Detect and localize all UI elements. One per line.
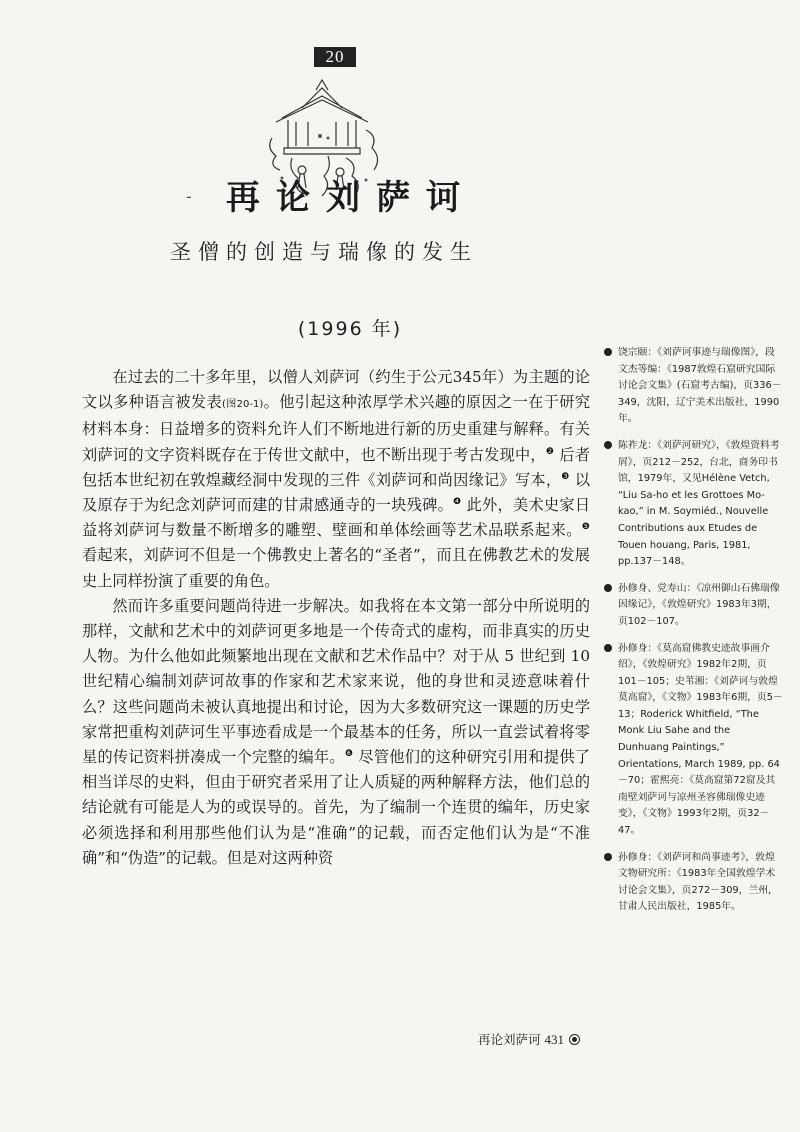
figure-reference[interactable]: (图20-1) <box>222 399 264 411</box>
page-number: 431 <box>544 1032 565 1047</box>
note-text: 陈祚龙：《刘萨河研究》，《敦煌资料考屑》，页212－252，台北，商务印书馆，1979年，又见Hélène Vetch, “Liu Sa-ho et les Grottoes Mo-kao,” in M. Soymiéd., Nouvelle Contributions aux Etudes de Touen houang, Paris, 1981, pp.137－148。 <box>618 439 780 568</box>
chapter-number-badge: 20 <box>314 47 356 67</box>
bullet-icon <box>604 441 612 449</box>
text-run: 尽管他们的这种研究引用和提供了相当详尽的史料，但由于研究者采用了让人质疑的两种解释方法，他们总的结论就有可能是人为的或误导的。首先，为了编制一个连贯的编年，历史家必须选择和利用那些他们认为是“准确”的记载，而否定他们认为是“不准确”和“伪造”的记载。但是对这两种资 <box>82 748 591 867</box>
footnote-marker[interactable]: ❺ <box>581 522 590 533</box>
bullet-icon <box>604 853 612 861</box>
text-run: 。他引起这种浓厚学术兴趣的原因之一在于研究材料本身：日益增多的资料允许人们不断地进行新的历史重建与解释。有关刘萨诃的文字资料既存在于传世文献中，也不断出现于考古发现中， <box>82 393 591 464</box>
text-run: 然而许多重要问题尚待进一步解决。如我将在本文第一部分中所说明的那样，文献和艺术中的刘萨诃更多地是一个传奇式的虚构，而非真实的历史人物。为什么他如此频繁地出现在文献和艺术作品中？对于从 5 世纪到 10 世纪精心编制刘萨诃故事的作家和艺术家来说，他的身世和灵迹意味着什么？这些问题尚未被认真地提出和讨论，因为大多数研究这一课题的历史学家常把重构刘萨诃生平事迹看成是一个最基本的任务，所以一直尝试着将零星的传记资料拼凑成一个完整的编年。 <box>82 596 590 767</box>
publication-year: (1996 年) <box>297 318 403 340</box>
article-title: 再论刘萨诃 <box>226 178 476 218</box>
side-notes <box>604 345 784 926</box>
text-run: 以及原存于为纪念刘萨诃而建的甘肃感通寺的一块残碑。 <box>82 470 591 515</box>
target-dot-icon <box>569 1034 580 1045</box>
paragraph-1 <box>82 365 590 594</box>
note-text: 孙修身：《刘萨诃和尚事迹考》，敦煌文物研究所：《1983年全国敦煌学术讨论会文集》，页272－309，兰州，甘肃人民出版社，1985年。 <box>618 851 778 913</box>
side-note <box>604 641 784 840</box>
note-text: 孙修身：《莫高窟佛教史迹故事画介绍》，《敦煌研究》1982年2期，页101－105；史苇湘：《刘萨诃与敦煌莫高窟》，《文物》1983年6期，页5－13；Roderick Whitfield, “The Monk Liu Sahe and the Dunhuang Paintings,” Orientations, March 1989, pp. 64－70；霍熙亮：《莫高窟第72窟及其南壁刘萨诃与凉州圣容佛瑞像史迹变》，《文物》1993年2期，页32－47。 <box>618 642 783 837</box>
side-note <box>604 438 784 571</box>
note-text: 孙修身、党寿山：《凉州御山石佛瑞像因缘记》，《敦煌研究》1983年3期，页102－107。 <box>618 582 780 627</box>
bullet-icon <box>604 584 612 592</box>
side-note <box>604 345 784 428</box>
bullet-icon <box>604 644 612 652</box>
text-run: 在过去的二十多年里，以僧人刘萨诃（约生于公元345年）为主题的论文以多种语言被发表 <box>82 368 590 412</box>
text-run: 看起来，刘萨诃不但是一个佛教史上著名的“圣者”，而且在佛教艺术的发展史上同样扮演了重要的角色。 <box>82 546 590 590</box>
side-note <box>604 581 784 631</box>
note-text: 饶宗颐：《刘萨诃事迹与瑞像图》，段文杰等编：《1987敦煌石窟研究国际讨论会文集》(石窟考古编)，页336－349，沈阳，辽宁美术出版社，1990年。 <box>618 347 782 425</box>
footnote-marker[interactable]: ❹ <box>453 496 462 507</box>
footnote-marker[interactable]: ❸ <box>561 471 570 482</box>
footnote-marker[interactable]: ❷ <box>545 446 555 457</box>
footnote-marker[interactable]: ❻ <box>344 748 354 759</box>
main-text <box>82 365 590 871</box>
text-run: 后者包括本世纪初在敦煌藏经洞中发现的三件《刘萨诃和尚因缘记》写本， <box>82 445 591 489</box>
article-subtitle: 圣僧的创造与瑞像的发生 <box>170 240 478 264</box>
paragraph-2 <box>82 594 590 871</box>
running-title: 再论刘萨诃 <box>478 1032 541 1047</box>
text-run: 此外，美术史家日益将刘萨诃与数量不断增多的雕塑、壁画和单体绘画等艺术品联系起来。 <box>82 496 591 540</box>
side-note <box>604 850 784 916</box>
bullet-icon <box>604 348 612 356</box>
title-dash: - <box>186 187 192 206</box>
page-footer <box>478 1030 580 1048</box>
